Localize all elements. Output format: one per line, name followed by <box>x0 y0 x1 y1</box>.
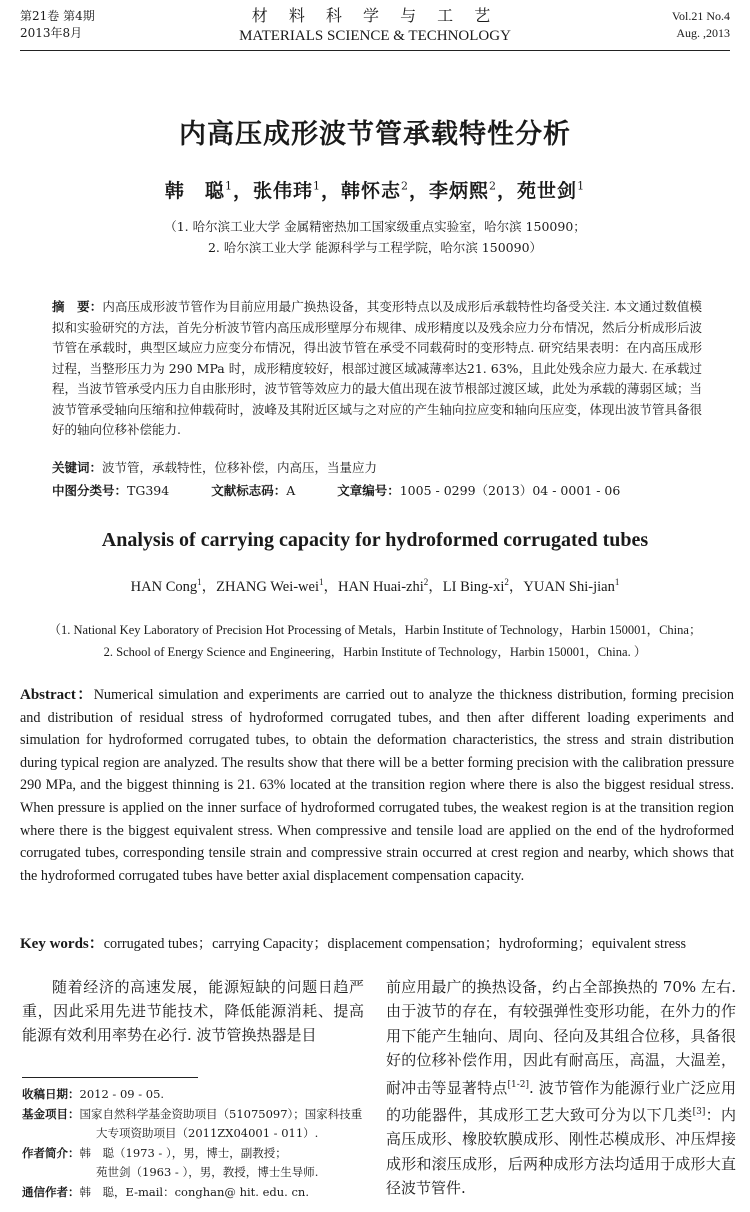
document-code <box>211 483 295 498</box>
doc-value: A <box>286 483 296 498</box>
affiliation-line: 2. School of Energy Science and Engineering，Harbin Institute of Technology，Harbin 150001，China. ） <box>103 645 647 659</box>
author-sup: 1 <box>312 179 321 193</box>
authors-cn: 韩 聪$^1$，张伟玮$^1$，韩怀志$^2$，李炳熙$^2$，苑世剑$^1$ <box>164 179 586 202</box>
corr-label: 通信作者： <box>22 1184 80 1199</box>
affiliation-line: 2. 哈尔滨工业大学 能源科学与工程学院，哈尔滨 150090） <box>207 240 543 255</box>
author-sup: 2 <box>489 179 498 193</box>
footnote <box>22 1085 372 1202</box>
footnote-bio <box>22 1144 372 1164</box>
author-name: 苑世剑 <box>517 180 578 202</box>
received-value: 2012 - 09 - 05. <box>79 1087 165 1101</box>
header-volume-cn: 第21卷 第4期 <box>20 9 95 23</box>
citation-ref: [3] <box>692 1107 706 1118</box>
affiliation-line: （1. 哈尔滨工业大学 金属精密热加工国家级重点实验室，哈尔滨 150090； <box>164 219 586 234</box>
journal-name-cn: 材 料 科 学 与 工 艺 <box>251 6 499 25</box>
bio-label: 作者简介： <box>22 1145 80 1160</box>
abstract-en-label: Abstract： <box>20 687 94 703</box>
keywords-cn-label: 关键词： <box>52 460 103 475</box>
keywords-en <box>20 932 734 953</box>
header-volume-en: Vol.21 No.4 <box>671 9 730 23</box>
author-name: LI Bing-xi <box>442 579 505 595</box>
fund-label: 基金项目： <box>22 1106 80 1121</box>
fund-value: 国家自然科学基金资助项目（51075097）；国家科技重 <box>79 1106 363 1121</box>
author-name: 李炳熙 <box>429 180 490 202</box>
received-label: 收稿日期： <box>22 1087 80 1101</box>
footnote-corresponding <box>22 1183 372 1203</box>
header-volume-en-block <box>672 8 730 42</box>
article-label: 文章编号： <box>337 483 400 498</box>
author-sup: 1 <box>614 577 620 588</box>
body-text-left-column: 随着经济的高速发展，能源短缺的问题日趋严重，因此采用先进节能技术，降低能源消耗、提高能源有效利用率势在必行. 波节管换热器是目 <box>22 978 364 1044</box>
corr-value: 韩 聪，E-mail：conghan@ hit. edu. cn. <box>79 1184 309 1199</box>
clc-value: TG394 <box>127 483 170 498</box>
author-sup: 1 <box>197 577 202 588</box>
body-paragraph: . 波节管作为能源行业广泛应用的功能器件，其成形工艺大致可分为以下几类 <box>386 1078 736 1125</box>
author-name: 韩怀志 <box>340 180 401 202</box>
author-name: 韩 聪 <box>164 180 225 202</box>
body-text-right-column <box>386 975 736 1201</box>
author-sup: 1 <box>224 179 233 193</box>
author-sup: 1 <box>318 577 324 588</box>
author-name: 张伟玮 <box>252 180 313 202</box>
author-name: HAN Huai-zhi <box>337 579 424 595</box>
classification-row <box>52 481 712 499</box>
author-sup: 2 <box>423 577 429 588</box>
citation-ref: [1-2] <box>507 1079 530 1090</box>
author-name: ZHANG Wei-wei <box>216 579 319 595</box>
abstract-cn <box>52 297 702 441</box>
footnote-received <box>22 1085 372 1105</box>
affiliations-cn <box>0 216 750 258</box>
body-paragraph: 前应用最广的换热设备，约占全部换热的 70% 左右. 由于波节的存在，有较强弹性变形功能，在外力的作用下能产生轴向、周向、径向及其组合位移，具备很好的位移补偿作用，因此有耐高压，高温，大温差，耐冲击等显著特点 <box>386 978 736 1097</box>
author-name: YUAN Shi-jian <box>523 579 615 595</box>
author-sup: 1 <box>577 179 586 193</box>
header-journal <box>0 6 750 46</box>
abstract-en <box>20 684 734 887</box>
footnote-bio-cont: 苑世剑（1963 - ），男，教授，博士生导师. <box>96 1165 319 1179</box>
author-name: HAN Cong <box>130 579 198 595</box>
author-sup: 2 <box>401 179 409 193</box>
abstract-cn-label: 摘 要： <box>52 299 103 314</box>
paper-title-en: Analysis of carrying capacity for hydroformed corrugated tubes <box>101 529 649 551</box>
clc-number <box>52 483 169 498</box>
article-value: 1005 - 0299（2013）04 - 0001 - 06 <box>399 483 621 498</box>
header-rule <box>20 50 730 51</box>
authors-en: HAN Cong$^1$，ZHANG Wei-wei$^1$，HAN Huai-zhi$^2$，LI Bing-$xi^2$，YUAN Shi-jian$^1$ <box>130 577 620 595</box>
author-sup: 2 <box>504 577 509 588</box>
header-date-en: Aug. ,2013 <box>676 26 730 40</box>
abstract-cn-text: 内高压成形波节管作为目前应用最广换热设备，其变形特点以及成形后承载特性均备受关注. 本文通过数值模拟和实验研究的方法，首先分析波节管内高压成形壁厚分布规律、成形精度以及残余应力分布情况，然后分析成形后波节管在承载时，典型区域应力应变分布情况，得出波节管在承受不同载荷时的变形特点. 研究结果表明：在内高压成形过程，当整形压力为 290 MPa 时，成形精度较好，根部过渡区域减薄率达21. 63%，且此处残余应力最大. 在承载过程，当波节管承受内压力自由胀形时，波节管等效应力的最大值出现在波节根部过渡区域，此处为承载的薄弱区域；当波节管承受轴向压缩和拉伸载荷时，波峰及其附近区域与之对应的产生轴向拉应变和轴向压应变，体现出波节管具备很好的轴向位移补偿能力. <box>52 299 703 437</box>
paper-title-cn: 内高压成形波节管承载特性分析 <box>179 119 571 150</box>
bio-value: 韩 聪（1973 - ），男，博士，副教授； <box>79 1145 287 1160</box>
journal-name-en: MATERIALS SCIENCE & TECHNOLOGY <box>239 28 511 44</box>
keywords-cn-text: 波节管，承载特性，位移补偿，内高压，当量应力 <box>102 460 378 475</box>
keywords-en-label: Key words： <box>20 936 104 952</box>
affiliations-en <box>0 619 750 663</box>
article-number <box>337 483 620 498</box>
doc-label: 文献标志码： <box>211 483 287 498</box>
footnote-fund-cont: 大专项资助项目（2011ZX04001 - 011）. <box>96 1126 319 1140</box>
footnote-rule <box>22 1077 198 1078</box>
header-date-cn: 2013年8月 <box>20 26 83 40</box>
affiliation-line: （1. National Key Laboratory of Precision Hot Processing of Metals，Harbin Institute of Technology，Harbin 150001，China； <box>48 623 702 637</box>
keywords-cn <box>52 458 702 476</box>
footnote-fund <box>22 1105 372 1125</box>
clc-label: 中图分类号： <box>52 483 128 498</box>
body-paragraph: ：内高压成形、橡胶软膜成形、刚性芯模成形、冲压焊接成形和滚压成形，后两种成形方法均适用于成形大直径波节管件. <box>386 1106 736 1198</box>
keywords-en-text: corrugated tubes；carrying Capacity；displacement compensation；hydroforming；equivalent stress <box>103 936 687 952</box>
abstract-en-text: Numerical simulation and experiments are carried out to analyze the thickness distribution, forming precision and distribution of residual stress of hydroformed corrugated tubes, and then after different loading experiments and simulation for hydroformed corrugated tubes, to obtain the deformation characteristics, the stress and strain distribution during typical region are analyzed. The results show that there will be a better forming precision with the calibration pressure 290 MPa, and the biggest thinning is 21. 63% located at the transition region where there is also the biggest residual stress. When pressure is applied on the inner surface of hydroformed corrugated tubes, the weakest region is at the transition region where there is the biggest equivalent stress. When compressive and tensile load are applied on the end of the hydroformed corrugated tubes, corresponding tensile strain and compressive strain occurred at crest region and nearby, which shows that the hydroformed corrugated tubes have better axial displacement compensation capacity. <box>20 687 734 884</box>
